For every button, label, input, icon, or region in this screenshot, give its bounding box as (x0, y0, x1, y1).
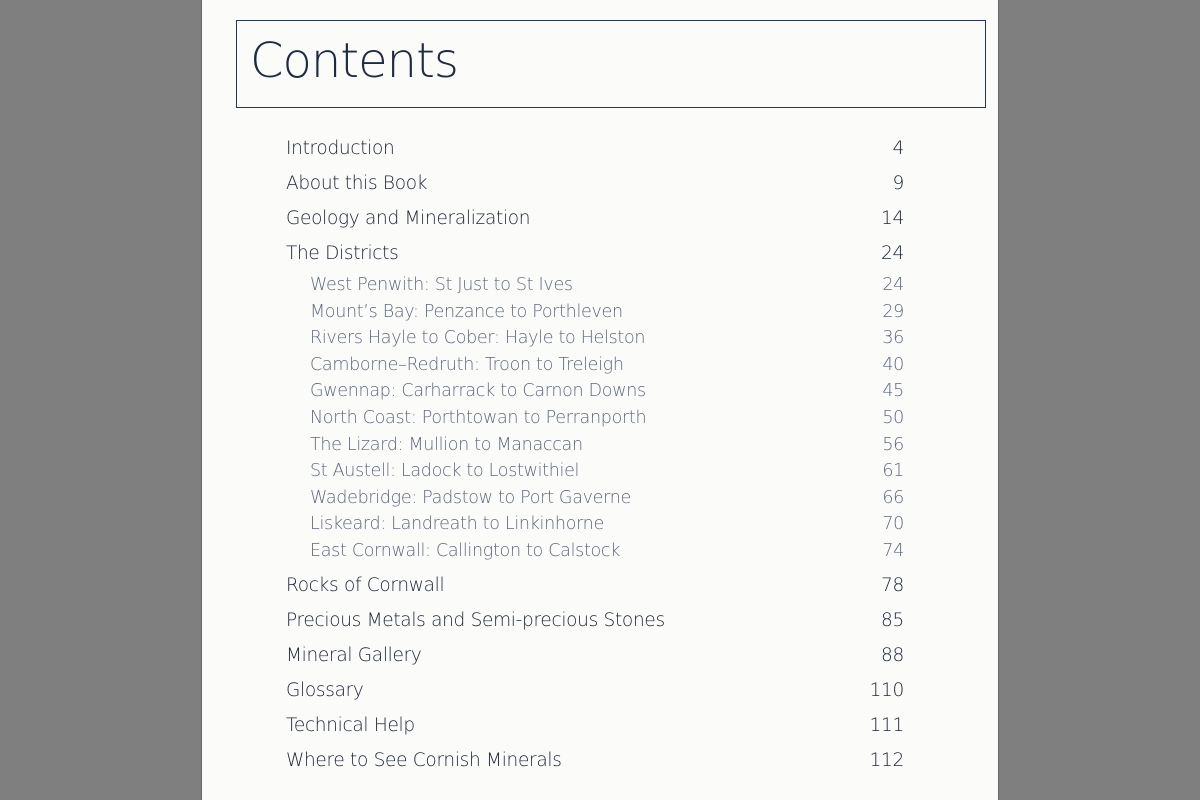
toc-entry-about-this-book[interactable] (286, 171, 904, 195)
toc-subentry-page: 36 (882, 328, 904, 348)
toc-subentry-label: Liskeard: Landreath to Linkinhorne (310, 514, 604, 534)
toc-subentry-page: 50 (882, 408, 904, 428)
toc-entry-precious-metals[interactable] (286, 608, 904, 632)
toc-subentry-page: 56 (882, 435, 904, 455)
toc-subentry-liskeard[interactable] (310, 512, 904, 536)
toc-subentry-page: 74 (882, 541, 904, 561)
toc-entry-page: 4 (892, 137, 904, 159)
toc-entry-label: Precious Metals and Semi-precious Stones (286, 609, 665, 631)
toc-entry-page: 111 (869, 714, 904, 736)
toc-subentry-the-lizard[interactable] (310, 433, 904, 457)
toc-subentry-page: 66 (882, 488, 904, 508)
toc-entry-page: 85 (881, 609, 904, 631)
toc-entry-label: Geology and Mineralization (286, 207, 531, 229)
toc-entry-glossary[interactable] (286, 678, 904, 702)
toc-subentry-label: Camborne–Redruth: Troon to Treleigh (310, 355, 624, 375)
toc-entry-page: 24 (881, 242, 904, 264)
toc-entry-label: The Districts (286, 242, 399, 264)
toc-subentry-west-penwith[interactable] (310, 273, 904, 297)
toc-subentry-wadebridge[interactable] (310, 486, 904, 510)
toc-subentry-page: 40 (882, 355, 904, 375)
toc-entry-label: Technical Help (286, 714, 415, 736)
toc-entry-label: Mineral Gallery (286, 644, 422, 666)
toc-subentry-rivers-hayle-to-cober[interactable] (310, 326, 904, 350)
toc-subentry-east-cornwall[interactable] (310, 539, 904, 563)
toc-entry-the-districts[interactable] (286, 241, 904, 265)
toc-subentry-page: 29 (882, 302, 904, 322)
toc-subentry-label: East Cornwall: Callington to Calstock (310, 541, 621, 561)
toc-subentry-label: The Lizard: Mullion to Manaccan (310, 435, 583, 455)
toc-subentry-st-austell[interactable] (310, 459, 904, 483)
toc-entry-label: About this Book (286, 172, 428, 194)
toc-entry-page: 110 (869, 679, 904, 701)
toc-subentry-label: Wadebridge: Padstow to Port Gaverne (310, 488, 631, 508)
toc-subentry-label: Gwennap: Carharrack to Carnon Downs (310, 381, 646, 401)
toc-subentry-mounts-bay[interactable] (310, 300, 904, 324)
toc-subentry-page: 24 (882, 275, 904, 295)
toc-entry-introduction[interactable] (286, 136, 904, 160)
toc-entry-technical-help[interactable] (286, 713, 904, 737)
toc-subentry-label: Rivers Hayle to Cober: Hayle to Helston (310, 328, 646, 348)
toc-entry-label: Glossary (286, 679, 364, 701)
toc-entry-page: 112 (869, 749, 904, 771)
toc-entry-label: Introduction (286, 137, 395, 159)
toc-subentry-label: St Austell: Ladock to Lostwithiel (310, 461, 580, 481)
page-title: Contents (250, 33, 458, 89)
toc-subentry-page: 61 (882, 461, 904, 481)
toc-entry-mineral-gallery[interactable] (286, 643, 904, 667)
toc-entry-geology-and-mineralization[interactable] (286, 206, 904, 230)
toc-entry-rocks-of-cornwall[interactable] (286, 573, 904, 597)
toc-entry-page: 14 (881, 207, 904, 229)
toc-entry-page: 9 (892, 172, 904, 194)
toc-entry-label: Where to See Cornish Minerals (286, 749, 562, 771)
contents-page (201, 0, 999, 800)
toc-subentry-label: West Penwith: St Just to St Ives (310, 275, 573, 295)
toc-subentry-camborne-redruth[interactable] (310, 353, 904, 377)
toc-subentry-label: Mount’s Bay: Penzance to Porthleven (310, 302, 623, 322)
toc-entry-page: 88 (881, 644, 904, 666)
toc-subentry-page: 70 (882, 514, 904, 534)
table-of-contents (202, 0, 998, 800)
toc-subentry-page: 45 (882, 381, 904, 401)
toc-entry-where-to-see-cornish-minerals[interactable] (286, 748, 904, 772)
toc-subentry-gwennap[interactable] (310, 379, 904, 403)
toc-entry-label: Rocks of Cornwall (286, 574, 445, 596)
toc-entry-page: 78 (881, 574, 904, 596)
toc-subentry-label: North Coast: Porthtowan to Perranporth (310, 408, 647, 428)
toc-subentry-north-coast[interactable] (310, 406, 904, 430)
